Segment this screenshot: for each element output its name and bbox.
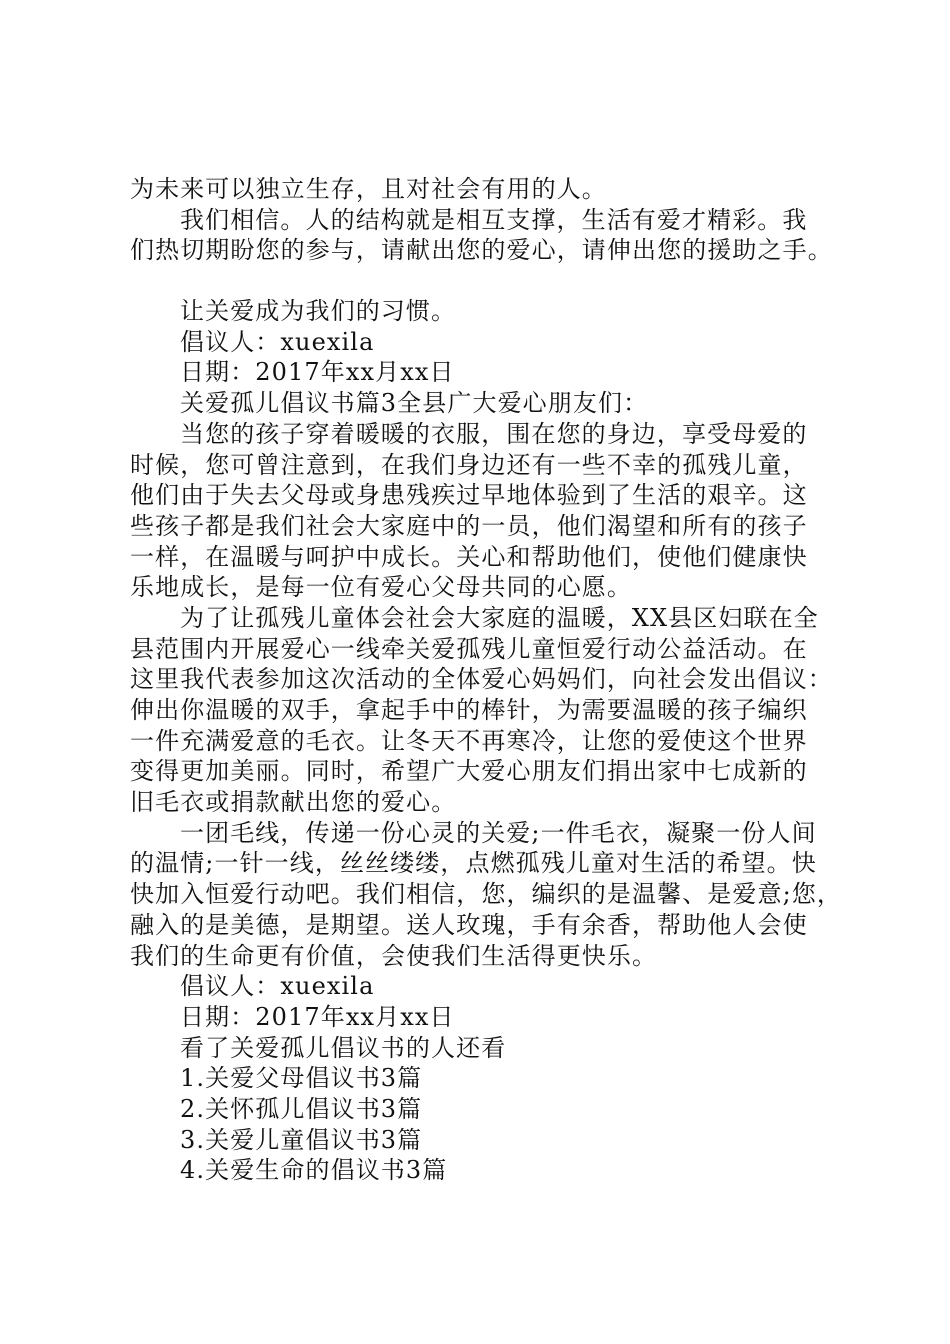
related-link: 1.关爱父母倡议书3篇 — [180, 1064, 423, 1093]
paragraph-line: 的温情;一针一线，丝丝缕缕，点燃孤残儿童对生活的希望。快 — [130, 849, 817, 878]
paragraph-line: 们热切期盼您的参与，请献出您的爱心，请伸出您的援助之手。 — [130, 236, 833, 265]
paragraph-line: 县范围内开展爱心一线牵关爱孤残儿童恒爱行动公益活动。在 — [130, 634, 808, 663]
paragraph-line: 他们由于失去父母或身患残疾过早地体验到了生活的艰辛。这 — [130, 481, 808, 510]
paragraph-line: 我们的生命更有价值，会使我们生活得更快乐。 — [130, 941, 658, 970]
paragraph-line: 变得更加美丽。同时，希望广大爱心朋友们捐出家中七成新的 — [130, 757, 808, 786]
paragraph-line: 让关爱成为我们的习惯。 — [180, 297, 457, 326]
paragraph-line: 融入的是美德，是期望。送人玫瑰，手有余香，帮助他人会使 — [130, 910, 808, 939]
paragraph-line: 为未来可以独立生存，且对社会有用的人。 — [130, 175, 607, 203]
section-heading: 关爱孤儿倡议书篇3全县广大爱心朋友们： — [180, 389, 649, 418]
paragraph-line: 一样，在温暖与呵护中成长。关心和帮助他们，使他们健康快 — [130, 542, 808, 571]
paragraph-line: 一团毛线，传递一份心灵的关爱;一件毛衣，凝聚一份人间 — [180, 818, 817, 847]
date-line: 日期：2017年xx月xx日 — [180, 358, 455, 387]
paragraph-line: 这里我代表参加这次活动的全体爱心妈妈们，向社会发出倡议： — [130, 665, 833, 694]
paragraph-line: 旧毛衣或捐款献出您的爱心。 — [130, 788, 457, 817]
paragraph-line: 快加入恒爱行动吧。我们相信，您，编织的是温馨、是爱意;您， — [130, 880, 842, 909]
related-link: 3.关爱儿童倡议书3篇 — [180, 1125, 423, 1154]
paragraph-line: 时候，您可曾注意到，在我们身边还有一些不幸的孤残儿童， — [130, 450, 808, 479]
paragraph-line: 些孩子都是我们社会大家庭中的一员，他们渴望和所有的孩子 — [130, 511, 808, 540]
paragraph-line: 我们相信。人的结构就是相互支撑，生活有爱才精彩。我 — [180, 205, 808, 234]
signature-line: 倡议人：xuexila — [180, 327, 375, 356]
paragraph-line: 伸出你温暖的双手，拿起手中的棒针，为需要温暖的孩子编织 — [130, 696, 808, 724]
signature-line: 倡议人：xuexila — [180, 972, 375, 1001]
paragraph-line: 为了让孤残儿童体会社会大家庭的温暖，XX县区妇联在全 — [180, 603, 819, 632]
blank-line — [130, 266, 850, 296]
related-link: 4.关爱生命的倡议书3篇 — [180, 1156, 448, 1185]
paragraph-line: 当您的孩子穿着暖暖的衣服，围在您的身边，享受母爱的 — [180, 419, 808, 448]
paragraph-line: 乐地成长，是每一位有爱心父母共同的心愿。 — [130, 573, 632, 602]
related-link: 2.关怀孤儿倡议书3篇 — [180, 1094, 423, 1123]
body-text — [130, 174, 850, 1186]
date-line: 日期：2017年xx月xx日 — [180, 1002, 455, 1031]
paragraph-line: 一件充满爱意的毛衣。让冬天不再寒冷，让您的爱使这个世界 — [130, 726, 808, 755]
related-heading: 看了关爱孤儿倡议书的人还看 — [180, 1033, 507, 1062]
